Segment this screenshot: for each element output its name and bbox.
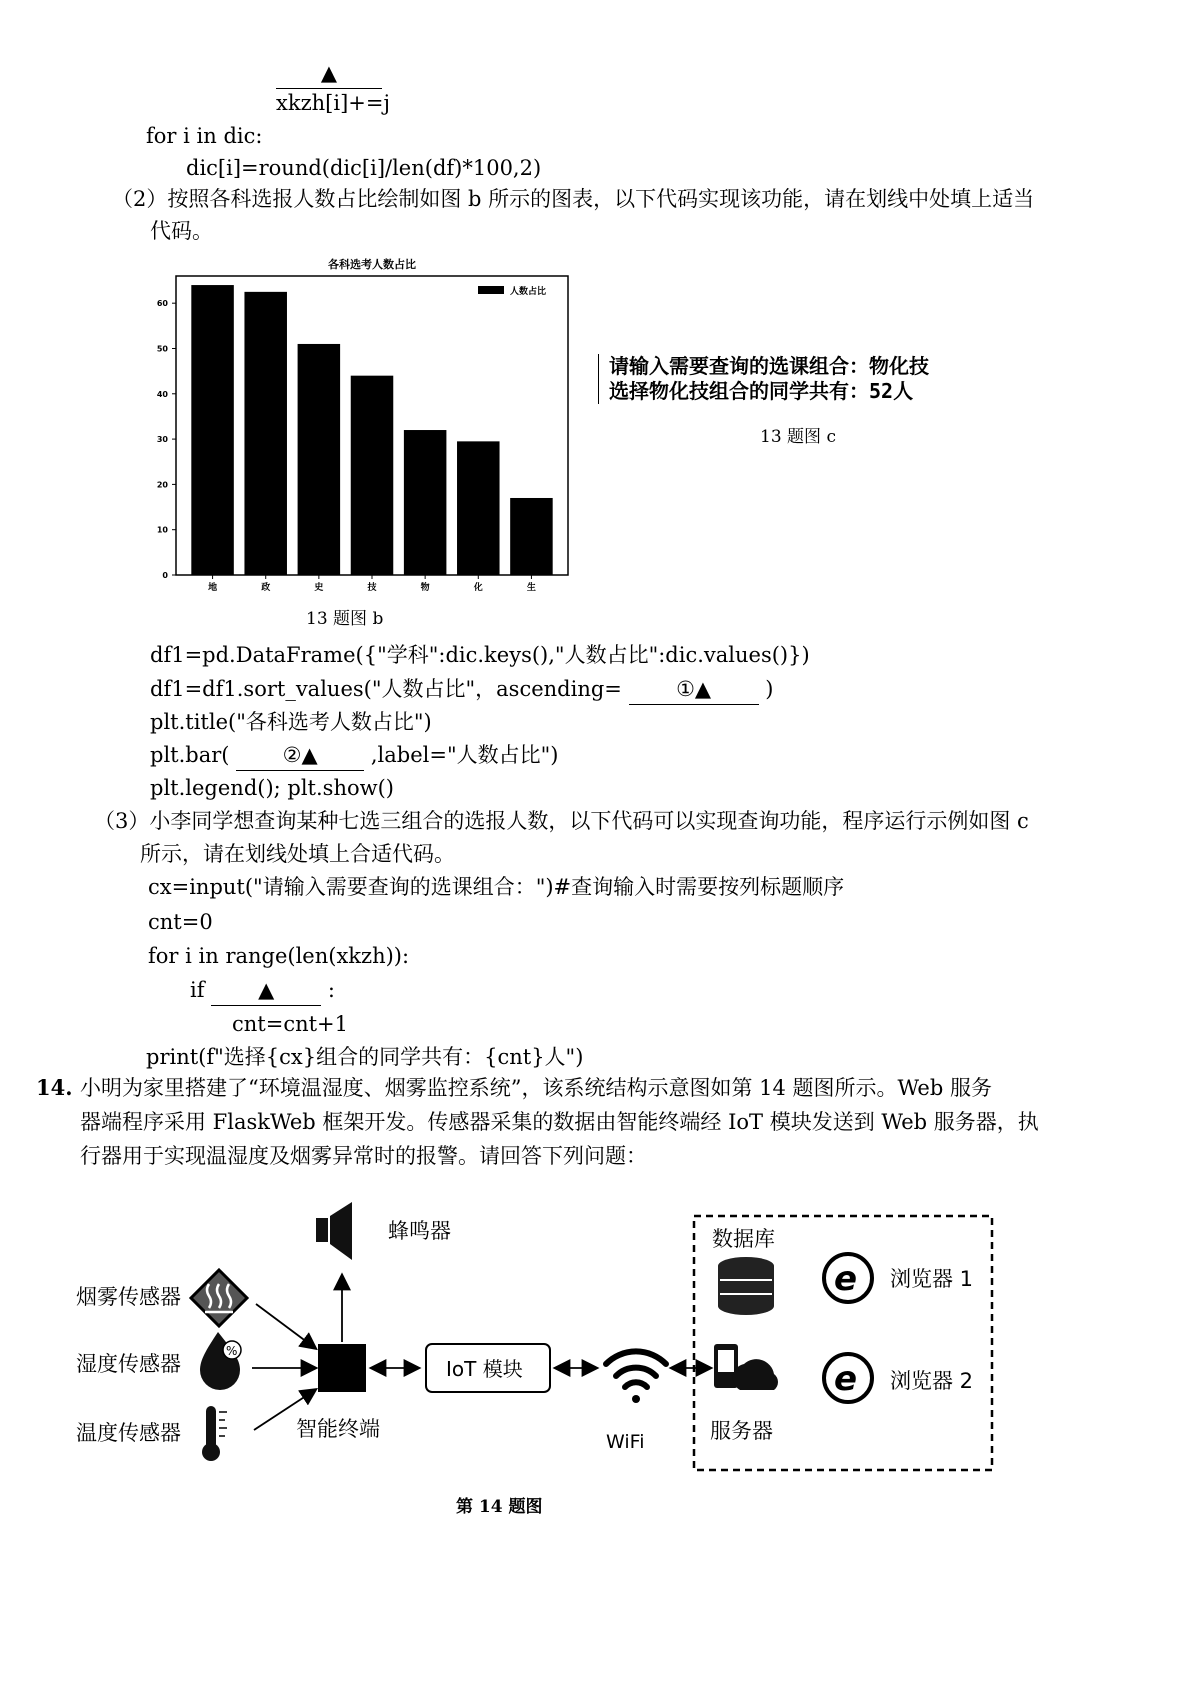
figure-14-caption: 第 14 题图 bbox=[456, 1497, 543, 1517]
code-line: print(f"选择{cx}组合的同学共有：{cnt}人") bbox=[146, 1045, 584, 1069]
y-tick-label: 0 bbox=[162, 571, 168, 580]
code-line: for i in dic: bbox=[146, 124, 263, 148]
answer-blank-3[interactable]: ▲ bbox=[211, 975, 321, 1006]
database-icon bbox=[718, 1257, 774, 1315]
code-line: plt.legend(); plt.show() bbox=[150, 776, 394, 800]
answer-blank[interactable]: ▲ bbox=[276, 58, 382, 89]
chart-title: 各科选考人数占比 bbox=[328, 258, 416, 271]
bar bbox=[510, 498, 553, 575]
answer-blank-1[interactable]: ①▲ bbox=[629, 674, 759, 705]
blank-line-top bbox=[276, 58, 382, 89]
question-14-text: 行器用于实现温湿度及烟雾异常时的报警。请回答下列问题： bbox=[80, 1144, 647, 1168]
y-tick-label: 20 bbox=[156, 480, 168, 490]
browser-icon bbox=[824, 1354, 872, 1402]
iot-module-label: IoT 模块 bbox=[446, 1357, 523, 1381]
x-tick-label: 生 bbox=[526, 583, 536, 593]
system-diagram-svg bbox=[0, 1180, 1190, 1500]
bar bbox=[244, 292, 287, 575]
question-3-text: （3）小李同学想查询某种七选三组合的选报人数，以下代码可以实现查询功能，程序运行示例如图 c bbox=[94, 809, 1029, 833]
terminal-label: 智能终端 bbox=[296, 1417, 380, 1441]
figure-b-chart bbox=[140, 252, 580, 601]
code-line: for i in range(len(xkzh)): bbox=[148, 944, 410, 968]
bar bbox=[404, 430, 447, 575]
x-tick-label: 地 bbox=[208, 583, 218, 593]
question-3-text: 所示，请在划线处填上合适代码。 bbox=[140, 842, 455, 866]
y-tick-label: 50 bbox=[156, 344, 168, 354]
code-line: cx=input("请输入需要查询的选课组合：")#查询输入时需要按列标题顺序 bbox=[148, 875, 845, 899]
browser-e-glyph: e bbox=[834, 1359, 858, 1399]
bar bbox=[191, 285, 234, 575]
question-14-text: 器端程序采用 FlaskWeb 框架开发。传感器采集的数据由智能终端经 IoT 模块发送到 Web 服务器，执 bbox=[80, 1110, 1039, 1134]
x-tick-label: 化 bbox=[473, 583, 483, 593]
y-tick-label: 10 bbox=[156, 525, 168, 535]
humidity-sensor-label: 湿度传感器 bbox=[76, 1352, 181, 1376]
answer-blank-2[interactable]: ②▲ bbox=[236, 740, 364, 771]
question-14-number: 14. bbox=[36, 1075, 73, 1100]
database-label: 数据库 bbox=[712, 1227, 775, 1251]
browser-e-glyph: e bbox=[834, 1259, 858, 1299]
arrow bbox=[256, 1304, 315, 1348]
browser1-label: 浏览器 1 bbox=[890, 1267, 974, 1291]
code-text: ) bbox=[765, 677, 774, 701]
x-tick-label: 史 bbox=[314, 583, 324, 593]
question-2-text: 代码。 bbox=[150, 219, 213, 243]
code-line: cnt=cnt+1 bbox=[232, 1012, 349, 1036]
percent-symbol: % bbox=[226, 1344, 238, 1358]
temp-sensor-label: 温度传感器 bbox=[76, 1421, 181, 1445]
x-tick-label: 技 bbox=[367, 583, 377, 593]
bar bbox=[457, 441, 500, 575]
x-tick-label: 物 bbox=[420, 583, 430, 593]
code-line bbox=[150, 740, 558, 771]
y-tick-label: 60 bbox=[156, 299, 168, 309]
wifi-icon bbox=[606, 1351, 666, 1403]
code-line: df1=pd.DataFrame({"学科":dic.keys(),"人数占比":dic.values()}) bbox=[150, 643, 810, 667]
bar bbox=[298, 344, 341, 575]
code-line: cnt=0 bbox=[148, 910, 213, 934]
code-text: ,label="人数占比") bbox=[370, 743, 559, 767]
browser2-label: 浏览器 2 bbox=[890, 1369, 974, 1393]
smart-terminal-box bbox=[318, 1344, 366, 1392]
figure-c-caption: 13 题图 c bbox=[760, 427, 836, 447]
legend-label: 人数占比 bbox=[510, 287, 547, 297]
figure-c-console bbox=[598, 354, 929, 404]
speaker-icon bbox=[316, 1202, 352, 1260]
console-line: 请输入需要查询的选课组合：物化技 bbox=[609, 354, 929, 378]
smoke-sensor-label: 烟雾传感器 bbox=[76, 1285, 181, 1309]
code-line: plt.title("各科选考人数占比") bbox=[150, 710, 432, 734]
legend-swatch bbox=[478, 286, 504, 294]
buzzer-label: 蜂鸣器 bbox=[388, 1219, 451, 1243]
code-line: xkzh[i]+=j bbox=[276, 91, 390, 115]
code-line: dic[i]=round(dic[i]/len(df)*100,2) bbox=[186, 156, 542, 180]
question-2-text: （2）按照各科选报人数占比绘制如图 b 所示的图表，以下代码实现该功能，请在划线中处填上适当 bbox=[112, 187, 1035, 211]
browser-icon bbox=[824, 1254, 872, 1302]
x-tick-label: 政 bbox=[261, 583, 271, 593]
question-14-text: 小明为家里搭建了“环境温湿度、烟雾监控系统”，该系统结构示意图如第 14 题图所示。Web 服务 bbox=[80, 1076, 992, 1100]
console-line: 选择物化技组合的同学共有：52人 bbox=[609, 379, 914, 403]
bar bbox=[351, 376, 394, 575]
figure-b-caption: 13 题图 b bbox=[306, 609, 384, 629]
bar-chart bbox=[140, 252, 580, 597]
server-icon bbox=[714, 1344, 778, 1390]
thermometer-icon bbox=[202, 1406, 227, 1461]
code-text: plt.bar( bbox=[150, 743, 230, 767]
code-text: : bbox=[327, 978, 335, 1002]
code-line bbox=[150, 674, 773, 705]
code-text: df1=df1.sort_values("人数占比"，ascending= bbox=[150, 677, 622, 701]
smoke-sensor-icon bbox=[191, 1270, 247, 1326]
code-text: if bbox=[190, 978, 212, 1002]
server-label: 服务器 bbox=[710, 1419, 773, 1443]
code-line bbox=[190, 975, 335, 1006]
y-tick-label: 30 bbox=[156, 435, 168, 445]
y-tick-label: 40 bbox=[156, 389, 168, 399]
wifi-label: WiFi bbox=[606, 1431, 645, 1453]
system-diagram bbox=[0, 1180, 1190, 1500]
humidity-icon bbox=[200, 1332, 241, 1390]
